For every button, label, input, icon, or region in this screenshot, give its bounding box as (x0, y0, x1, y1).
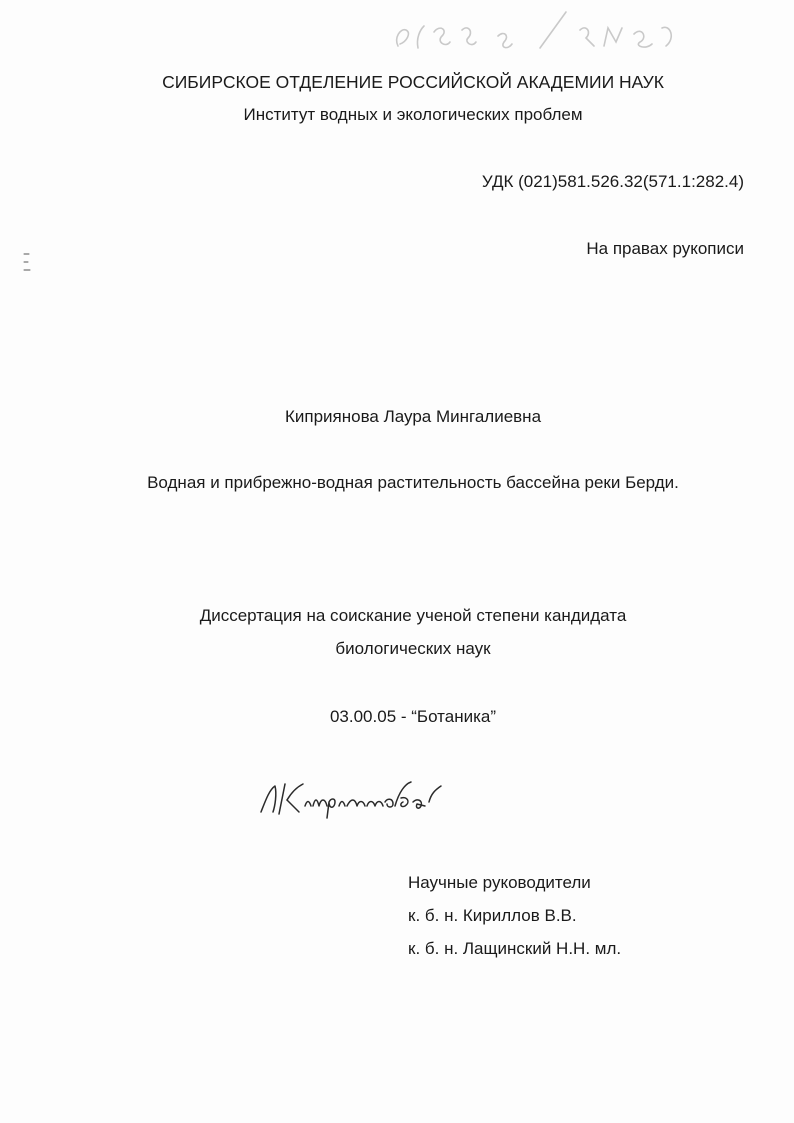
margin-scratch (22, 250, 32, 274)
rights-notice: На правах рукописи (586, 239, 744, 258)
institute-name: Институт водных и экологических проблем (243, 105, 583, 124)
specialty-code: 03.00.05 - “Ботаника” (329, 707, 497, 726)
archive-stamp-mark (390, 8, 690, 58)
degree-line-2: биологических наук (335, 639, 491, 658)
organization-title: СИБИРСКОЕ ОТДЕЛЕНИЕ РОССИЙСКОЙ АКАДЕМИИ НАУК (162, 72, 664, 92)
thesis-title: Водная и прибрежно-водная растительность бассейна реки Берди. (147, 473, 679, 492)
advisor-1: к. б. н. Кириллов В.В. (408, 906, 577, 925)
degree-line-1: Диссертация на соискание ученой степени кандидата (199, 606, 627, 625)
udk-code: УДК (021)581.526.32(571.1:282.4) (481, 172, 744, 191)
advisor-2: к. б. н. Лащинский Н.Н. мл. (408, 939, 622, 958)
handwritten-signature (255, 772, 455, 822)
advisors-heading: Научные руководители (408, 873, 591, 892)
author-name: Киприянова Лаура Мингалиевна (284, 407, 542, 426)
